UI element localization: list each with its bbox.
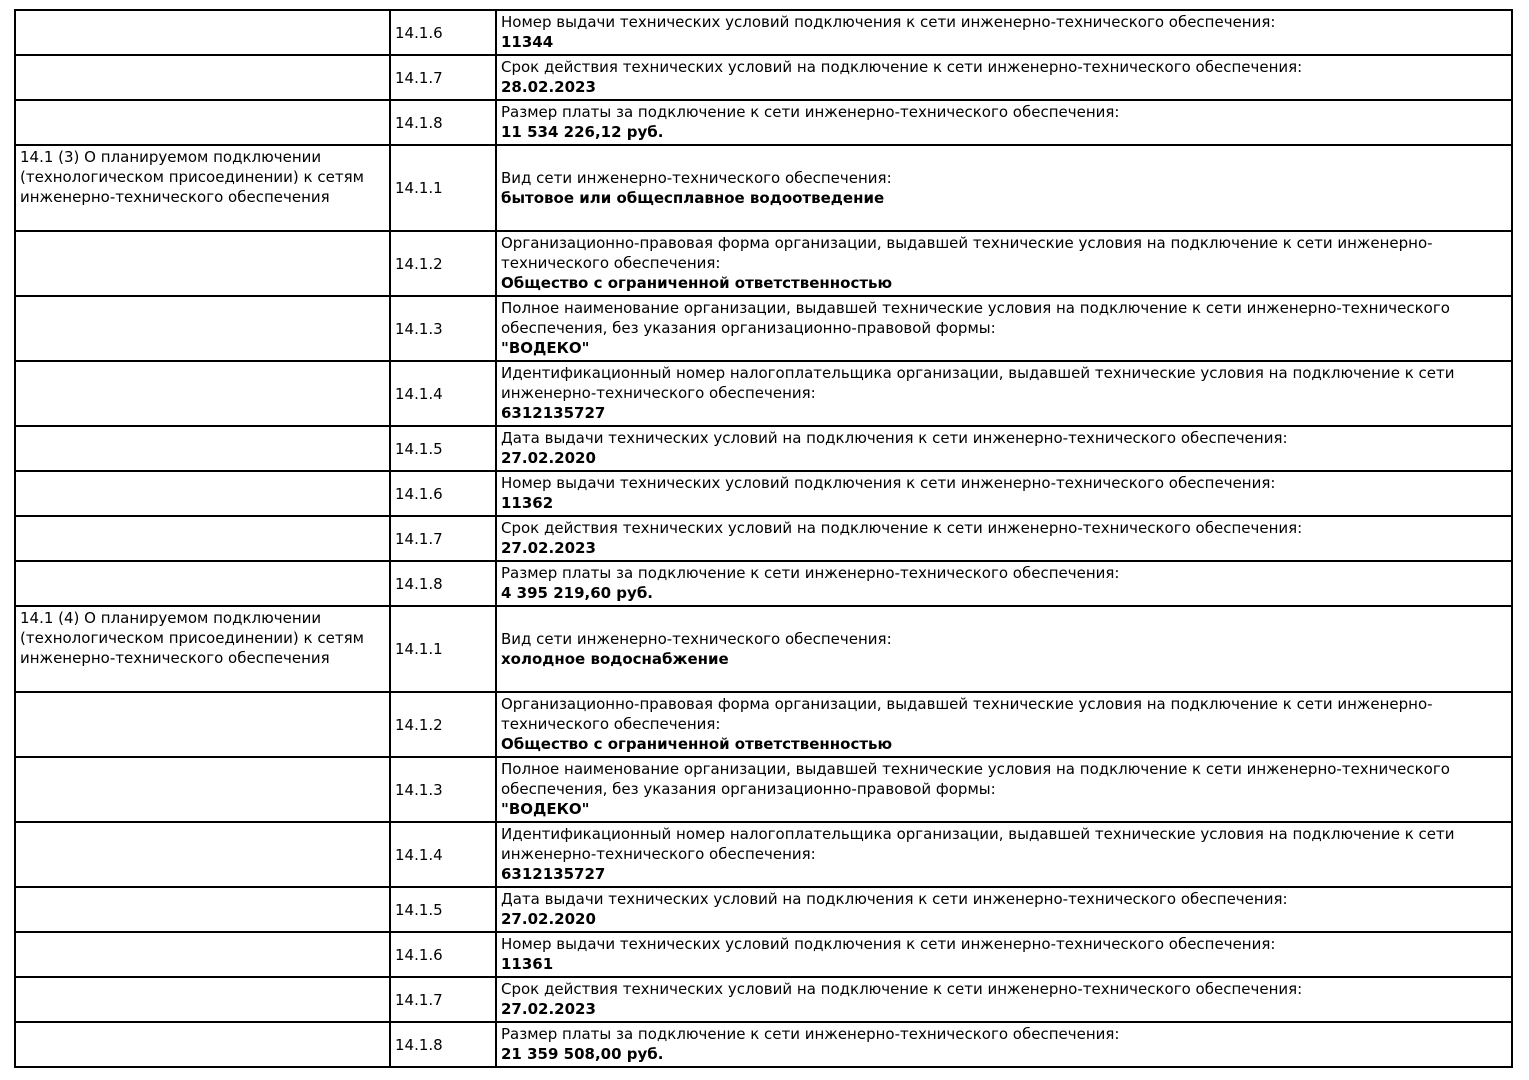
declaration-table xyxy=(14,9,1513,1068)
item-value: 27.02.2020 xyxy=(501,449,596,467)
item-number: 14.1.2 xyxy=(395,254,443,273)
section-cell xyxy=(15,561,390,606)
item-number-cell xyxy=(390,606,496,692)
item-value: "ВОДЕКО" xyxy=(501,800,590,818)
item-label: Идентификационный номер налогоплательщика организации, выдавшей технические условия на подключение к сети инженерно-технического обеспечения: xyxy=(501,825,1455,863)
item-content-cell xyxy=(496,296,1512,361)
table-row xyxy=(15,561,1512,606)
section-cell xyxy=(15,55,390,100)
item-value: 11362 xyxy=(501,494,554,512)
item-label: Номер выдачи технических условий подключения к сети инженерно-технического обеспечения: xyxy=(501,474,1276,492)
table-row xyxy=(15,932,1512,977)
item-content-cell xyxy=(496,100,1512,145)
section-cell xyxy=(15,296,390,361)
section-cell xyxy=(15,231,390,296)
item-content-cell xyxy=(496,516,1512,561)
item-label: Организационно-правовая форма организации, выдавшей технические условия на подключение к сети инженерно-технического обеспечения: xyxy=(501,234,1433,272)
item-number: 14.1.1 xyxy=(395,179,443,197)
table-row xyxy=(15,100,1512,145)
item-number-cell xyxy=(390,296,496,361)
item-content-cell xyxy=(496,10,1512,55)
table-row xyxy=(15,10,1512,55)
section-cell xyxy=(15,1022,390,1067)
section-cell xyxy=(15,145,390,231)
item-number: 14.1.6 xyxy=(395,23,443,42)
section-cell xyxy=(15,471,390,516)
item-number-cell xyxy=(390,932,496,977)
item-number-cell xyxy=(390,561,496,606)
item-value: 27.02.2020 xyxy=(501,910,596,928)
section-label: 14.1 (3) О планируемом подключении (технологическом присоединении) к сетям инженерно-технического обеспечения xyxy=(20,148,364,206)
table-row xyxy=(15,426,1512,471)
item-number-cell xyxy=(390,692,496,757)
table-row xyxy=(15,55,1512,100)
section-cell xyxy=(15,426,390,471)
item-content-cell xyxy=(496,361,1512,426)
section-label: 14.1 (4) О планируемом подключении (технологическом присоединении) к сетям инженерно-технического обеспечения xyxy=(20,609,364,667)
item-number: 14.1.2 xyxy=(395,715,443,734)
section-cell xyxy=(15,361,390,426)
item-number: 14.1.8 xyxy=(395,574,443,593)
item-content-cell xyxy=(496,822,1512,887)
table-row xyxy=(15,296,1512,361)
item-value: 4 395 219,60 руб. xyxy=(501,584,653,602)
table-row xyxy=(15,822,1512,887)
item-label: Дата выдачи технических условий на подключения к сети инженерно-технического обеспечения: xyxy=(501,429,1288,447)
item-number-cell xyxy=(390,10,496,55)
item-label: Номер выдачи технических условий подключения к сети инженерно-технического обеспечения: xyxy=(501,935,1276,953)
item-value: 6312135727 xyxy=(501,404,606,422)
item-content-cell xyxy=(496,145,1512,231)
item-value: 6312135727 xyxy=(501,865,606,883)
item-value: 11 534 226,12 руб. xyxy=(501,123,664,141)
item-number: 14.1.4 xyxy=(395,845,443,864)
section-cell xyxy=(15,932,390,977)
item-number-cell xyxy=(390,55,496,100)
item-content-cell xyxy=(496,977,1512,1022)
page xyxy=(0,9,1529,1080)
item-number: 14.1.7 xyxy=(395,990,443,1009)
item-number-cell xyxy=(390,1022,496,1067)
section-cell xyxy=(15,887,390,932)
item-label: Размер платы за подключение к сети инженерно-технического обеспечения: xyxy=(501,564,1120,582)
item-value: 21 359 508,00 руб. xyxy=(501,1045,664,1063)
section-cell xyxy=(15,10,390,55)
table-row xyxy=(15,145,1512,231)
item-label: Идентификационный номер налогоплательщика организации, выдавшей технические условия на подключение к сети инженерно-технического обеспечения: xyxy=(501,364,1455,402)
item-number: 14.1.8 xyxy=(395,1035,443,1054)
section-cell xyxy=(15,977,390,1022)
item-content-cell xyxy=(496,606,1512,692)
item-number: 14.1.8 xyxy=(395,113,443,132)
item-value: холодное водоснабжение xyxy=(501,649,729,668)
item-number-cell xyxy=(390,887,496,932)
item-number-cell xyxy=(390,471,496,516)
table-row xyxy=(15,231,1512,296)
item-label: Полное наименование организации, выдавшей технические условия на подключение к сети инженерно-технического обеспечения, без указания организационно-правовой формы: xyxy=(501,299,1450,337)
table-row xyxy=(15,977,1512,1022)
item-label: Размер платы за подключение к сети инженерно-технического обеспечения: xyxy=(501,103,1120,121)
item-number: 14.1.5 xyxy=(395,900,443,919)
section-cell xyxy=(15,822,390,887)
item-number: 14.1.7 xyxy=(395,68,443,87)
table-row xyxy=(15,887,1512,932)
item-content-cell xyxy=(496,887,1512,932)
item-label: Номер выдачи технических условий подключения к сети инженерно-технического обеспечения: xyxy=(501,13,1276,31)
item-value: 27.02.2023 xyxy=(501,539,596,557)
item-number: 14.1.4 xyxy=(395,384,443,403)
table-row xyxy=(15,692,1512,757)
item-content-cell xyxy=(496,561,1512,606)
item-content-cell xyxy=(496,426,1512,471)
section-cell xyxy=(15,757,390,822)
item-number: 14.1.6 xyxy=(395,945,443,964)
item-value: 27.02.2023 xyxy=(501,1000,596,1018)
item-number: 14.1.6 xyxy=(395,484,443,503)
item-content-cell xyxy=(496,757,1512,822)
item-content-cell xyxy=(496,231,1512,296)
item-value: 28.02.2023 xyxy=(501,78,596,96)
item-label: Организационно-правовая форма организации, выдавшей технические условия на подключение к сети инженерно-технического обеспечения: xyxy=(501,695,1433,733)
table-body xyxy=(15,10,1512,1067)
item-number-cell xyxy=(390,426,496,471)
item-number-cell xyxy=(390,361,496,426)
table-row xyxy=(15,606,1512,692)
item-number: 14.1.5 xyxy=(395,439,443,458)
item-content-cell xyxy=(496,932,1512,977)
section-cell xyxy=(15,692,390,757)
item-value: Общество с ограниченной ответственностью xyxy=(501,735,893,753)
item-content-cell xyxy=(496,471,1512,516)
item-label: Срок действия технических условий на подключение к сети инженерно-технического обеспечения: xyxy=(501,58,1303,76)
item-number: 14.1.3 xyxy=(395,780,443,799)
item-content-cell xyxy=(496,692,1512,757)
table-row xyxy=(15,757,1512,822)
section-cell xyxy=(15,516,390,561)
table-row xyxy=(15,516,1512,561)
item-number-cell xyxy=(390,977,496,1022)
item-value: Общество с ограниченной ответственностью xyxy=(501,274,893,292)
item-number-cell xyxy=(390,100,496,145)
item-value: 11361 xyxy=(501,955,554,973)
item-value: "ВОДЕКО" xyxy=(501,339,590,357)
item-number: 14.1.3 xyxy=(395,319,443,338)
item-value: бытовое или общесплавное водоотведение xyxy=(501,188,885,207)
table-row xyxy=(15,471,1512,516)
item-number-cell xyxy=(390,231,496,296)
item-label: Полное наименование организации, выдавшей технические условия на подключение к сети инженерно-технического обеспечения, без указания организационно-правовой формы: xyxy=(501,760,1450,798)
item-number-cell xyxy=(390,757,496,822)
item-value: 11344 xyxy=(501,33,554,51)
section-cell xyxy=(15,100,390,145)
item-number-cell xyxy=(390,516,496,561)
item-number-cell xyxy=(390,822,496,887)
table-row xyxy=(15,361,1512,426)
section-cell xyxy=(15,606,390,692)
item-label: Вид сети инженерно-технического обеспечения: xyxy=(501,168,892,187)
item-label: Срок действия технических условий на подключение к сети инженерно-технического обеспечения: xyxy=(501,980,1303,998)
item-label: Размер платы за подключение к сети инженерно-технического обеспечения: xyxy=(501,1025,1120,1043)
item-label: Срок действия технических условий на подключение к сети инженерно-технического обеспечения: xyxy=(501,519,1303,537)
item-content-cell xyxy=(496,55,1512,100)
item-label: Дата выдачи технических условий на подключения к сети инженерно-технического обеспечения: xyxy=(501,890,1288,908)
item-number: 14.1.1 xyxy=(395,640,443,658)
item-number-cell xyxy=(390,145,496,231)
item-number: 14.1.7 xyxy=(395,529,443,548)
table-row xyxy=(15,1022,1512,1067)
item-content-cell xyxy=(496,1022,1512,1067)
item-label: Вид сети инженерно-технического обеспечения: xyxy=(501,629,892,648)
